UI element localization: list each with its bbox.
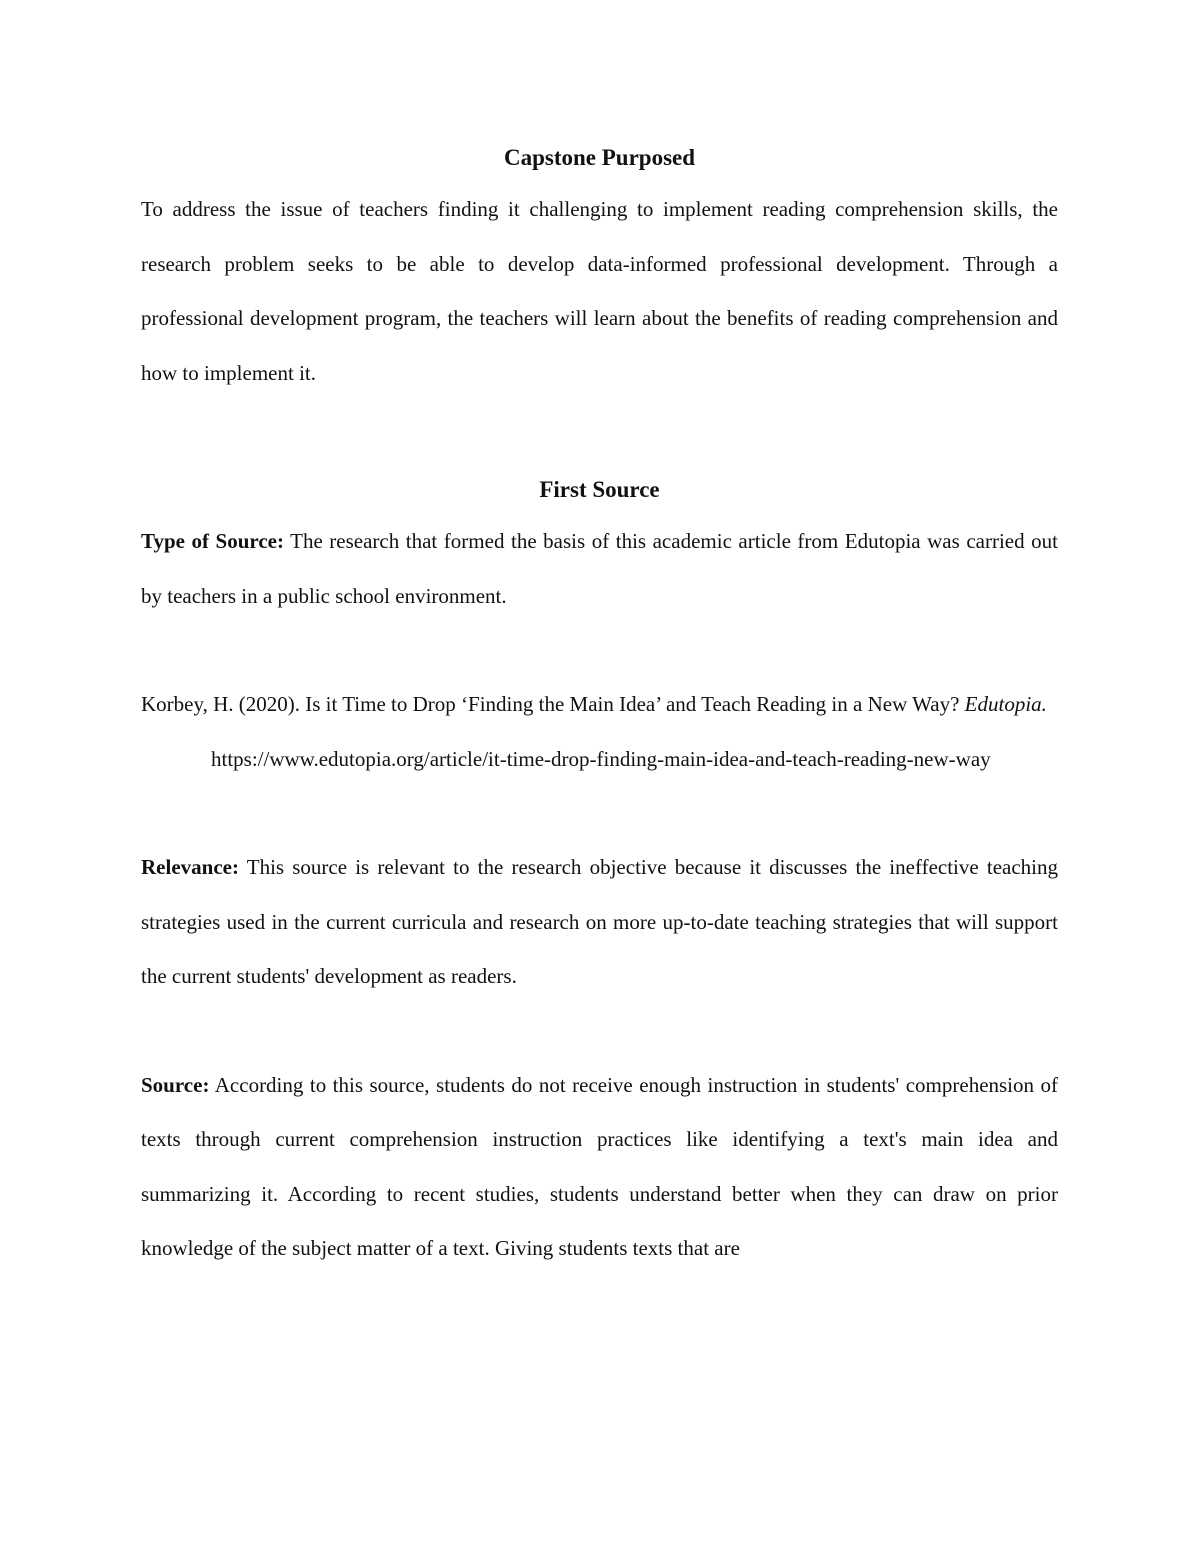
source-paragraph: [141, 1058, 1058, 1276]
type-of-source-paragraph: [141, 514, 1058, 623]
type-of-source-text: The research that formed the basis of this academic article from Edutopia was carried out by teachers in a public school environment.: [141, 529, 1058, 608]
reference-entry: [141, 677, 1058, 786]
spacer: [141, 1004, 1058, 1058]
source-label: Source:: [141, 1072, 210, 1097]
document-page: [141, 140, 1058, 1276]
reference-url: https://www.edutopia.org/article/it-time-drop-finding-main-idea-and-teach-reading-new-way: [211, 746, 991, 771]
reference-publication: Edutopia.: [964, 692, 1047, 716]
spacer: [141, 623, 1058, 677]
relevance-paragraph: [141, 840, 1058, 1004]
type-of-source-label: Type of Source:: [141, 529, 284, 553]
relevance-text: This source is relevant to the research objective because it discusses the ineffective teaching strategies used in the current curricula and research on more up-to-date teaching strategies that will support the current students' development as readers.: [141, 855, 1058, 988]
reference-authors-title: Korbey, H. (2020). Is it Time to Drop ‘Finding the Main Idea’ and Teach Reading in a New Way?: [141, 692, 965, 716]
spacer: [141, 786, 1058, 840]
capstone-heading: Capstone Purposed: [503, 145, 696, 170]
source-text: According to this source, students do not receive enough instruction in students' comprehension of texts through current comprehension instruction practices like identifying a text's main idea and summarizing it. According to recent studies, students understand better when they can draw on prior knowledge of the subject matter of a text. Giving students texts that are: [141, 1072, 1058, 1260]
relevance-label: Relevance:: [141, 855, 239, 879]
spacer: [141, 400, 1058, 472]
first-source-heading: First Source: [539, 477, 660, 502]
capstone-paragraph: To address the issue of teachers finding it challenging to implement reading comprehension skills, the research problem seeks to be able to develop data-informed professional development. Through a professional development program, the teachers will learn about the benefits of reading comprehension and how to implement it.: [141, 197, 1058, 385]
